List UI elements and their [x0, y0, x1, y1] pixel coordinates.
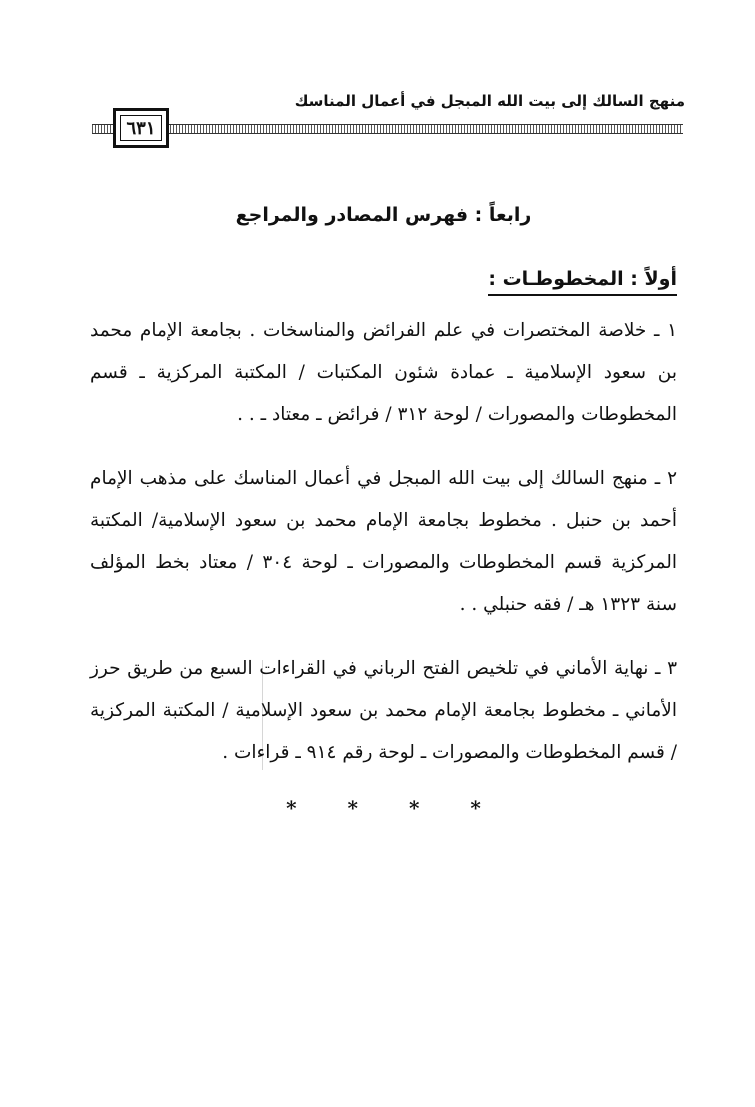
- separator-star-4: *: [470, 796, 481, 820]
- manuscript-entry-2: ٢ ـ منهج السالك إلى بيت الله المبجل في أعمال المناسك على مذهب الإمام أحمد بن حنبل . مخطوط بجامعة الإمام محمد بن سعود الإسلامية/ المكتبة المركزية قسم المخطوطات والمصورات ـ لوحة ٣٠٤ / معتاد بخط المؤلف سنة ١٣٢٣ هـ / فقه حنبلي . .: [90, 468, 678, 615]
- separator-star-1: *: [286, 796, 297, 820]
- separator-star-2: *: [347, 796, 359, 820]
- running-title: منهج السالك إلى بيت الله المبجل في أعمال المناسك: [294, 92, 685, 110]
- separator-star-3: *: [408, 796, 420, 820]
- page-header: [0, 0, 755, 170]
- manuscript-entry-1: ١ ـ خلاصة المختصرات في علم الفرائض والمناسخات . بجامعة الإمام محمد بن سعود الإسلامية ـ عمادة شئون المكتبات / المكتبة المركزية ـ قسم المخطوطات والمصورات / لوحة ٣١٢ / فرائض ـ معتاد ـ . .: [90, 320, 677, 425]
- subsection-heading-text: أولاً : المخطوطـات :: [488, 268, 677, 296]
- manuscript-entry-3: ٣ ـ نهاية الأماني في تلخيص الفتح الرباني في القراءات السبع من طريق حرز الأماني ـ مخطوط بجامعة الإمام محمد بن سعود الإسلامية / المكتبة المركزية / قسم المخطوطات والمصورات ـ لوحة رقم ٩١٤ ـ قراءات .: [90, 658, 677, 763]
- header-rule: [92, 124, 683, 134]
- section-heading: رابعاً : فهرس المصادر والمراجع: [235, 204, 532, 226]
- page-number: ٦٣١: [113, 108, 169, 148]
- subsection-heading: [90, 268, 677, 290]
- page-body: [90, 180, 677, 820]
- section-separator: [90, 796, 677, 820]
